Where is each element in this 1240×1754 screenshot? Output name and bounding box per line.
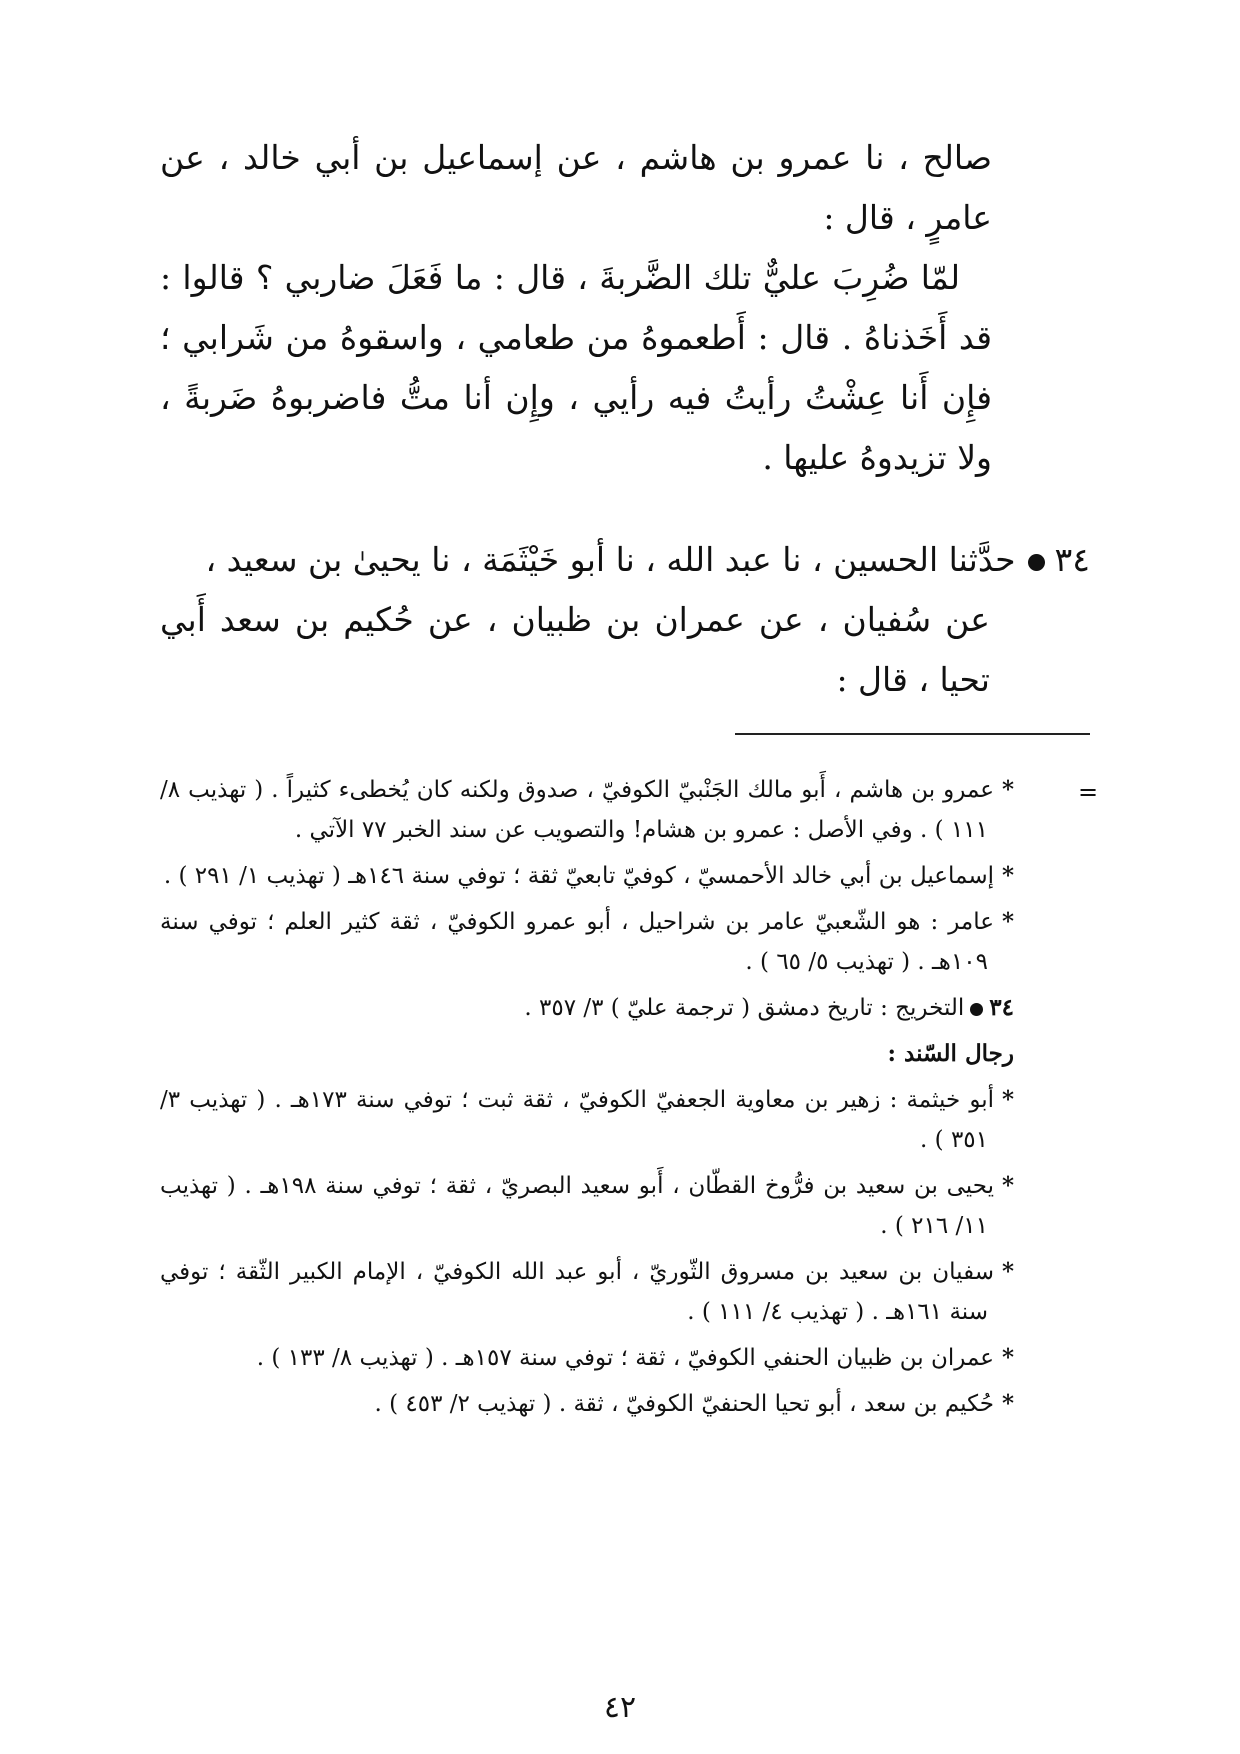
footnote-text: إسماعيل بن أبي خالد الأحمسيّ ، كوفيّ تابعيّ ثقة ؛ توفي سنة ١٤٦هـ ( تهذيب ١/ ٢٩١ ) . — [163, 863, 994, 889]
footnote-divider — [735, 733, 1090, 735]
rijal-label: رجال السّند : — [887, 1040, 1014, 1067]
footnote-item — [160, 1252, 1014, 1332]
footnote-item — [160, 1338, 1014, 1378]
page-number: ٤٢ — [603, 1690, 637, 1725]
main-paragraph-1: صالح ، نا عمرو بن هاشم ، عن إسماعيل بن أبي خالد ، عن عامرٍ ، قال : — [160, 138, 992, 237]
footnote-item — [160, 1166, 1014, 1246]
takhrij-line — [160, 988, 1014, 1028]
footnote-text: حُكيم بن سعد ، أبو تحيا الحنفيّ الكوفيّ ، ثقة . ( تهذيب ٢/ ٤٥٣ ) . — [374, 1391, 994, 1417]
main-paragraph-2: لمّا ضُرِبَ عليٌّ تلك الضَّربةَ ، قال : ما فَعَلَ ضاربي ؟ قالوا : قد أَخَذناهُ . قال : أَطعموهُ من طعامي ، واسقوهُ من شَرابي ؛ فإِن أَنا عِشْتُ رأيتُ فيه رأيي ، وإِن أنا متُّ فاضربوهُ ضَربةً ، ولا تزيدوهُ عليها . — [160, 258, 992, 477]
footnote-item — [160, 1384, 1014, 1424]
hadith-first-line-text: حدَّثنا الحسين ، نا عبد الله ، نا أبو خَيْثَمَة ، نا يحيىٰ بن سعيد ، — [205, 540, 1016, 579]
footnote-item — [160, 770, 1014, 850]
footnote-text: عمرو بن هاشم ، أَبو مالك الجَنْبيّ الكوفيّ ، صدوق ولكنه كان يُخطىء كثيراً . ( تهذيب ٨/ ١١١ ) . وفي الأصل : عمرو بن هشام! والتصويب عن سند الخبر ٧٧ الآتي . — [160, 777, 994, 843]
footnote-item — [160, 856, 1014, 896]
footnote-item — [160, 1080, 1014, 1160]
asterisk-icon: * — [1001, 908, 1014, 935]
asterisk-icon: * — [1001, 1390, 1014, 1417]
bullet-icon — [1028, 554, 1045, 571]
hadith-first-line — [160, 530, 1090, 590]
takhrij-number: ٣٤ — [989, 994, 1014, 1021]
asterisk-icon: * — [1001, 1344, 1014, 1371]
footnotes — [160, 770, 1014, 1430]
continuation-mark: = — [1078, 778, 1099, 806]
asterisk-icon: * — [1001, 1086, 1014, 1113]
footnote-text: عمران بن ظبيان الحنفي الكوفيّ ، ثقة ؛ توفي سنة ١٥٧هـ . ( تهذيب ٨/ ١٣٣ ) . — [256, 1345, 994, 1371]
footnote-text: يحيى بن سعيد بن فرُّوخ القطّان ، أَبو سعيد البصريّ ، ثقة ؛ توفي سنة ١٩٨هـ . ( تهذيب ١١/ ٢١٦ ) . — [160, 1173, 994, 1239]
footnote-text: عامر : هو الشّعبيّ عامر بن شراحيل ، أبو عمرو الكوفيّ ، ثقة كثير العلم ؛ توفي سنة ١٠٩هـ . ( تهذيب ٥/ ٦٥ ) . — [160, 909, 994, 975]
footnote-text: سفيان بن سعيد بن مسروق الثّوريّ ، أبو عبد الله الكوفيّ ، الإمام الكبير الثّقة ؛ توفي سنة ١٦١هـ . ( تهذيب ٤/ ١١١ ) . — [160, 1259, 994, 1325]
footnote-text: أبو خيثمة : زهير بن معاوية الجعفيّ الكوفيّ ، ثقة ثبت ؛ توفي سنة ١٧٣هـ . ( تهذيب ٣/ ٣٥١ ) . — [160, 1087, 994, 1153]
asterisk-icon: * — [1001, 1258, 1014, 1285]
asterisk-icon: * — [1001, 1172, 1014, 1199]
footnote-item — [160, 902, 1014, 982]
asterisk-icon: * — [1001, 776, 1014, 803]
bullet-icon — [970, 1003, 983, 1016]
asterisk-icon: * — [1001, 862, 1014, 889]
hadith-34-block — [160, 530, 1090, 710]
takhrij-text: التخريج : تاريخ دمشق ( ترجمة عليّ ) ٣/ ٣٥٧ . — [524, 995, 965, 1021]
hadith-number: ٣٤ — [1054, 540, 1090, 579]
hadith-continuation: عن سُفيان ، عن عمران بن ظبيان ، عن حُكيم بن سعد أَبي تحيا ، قال : — [160, 600, 990, 699]
